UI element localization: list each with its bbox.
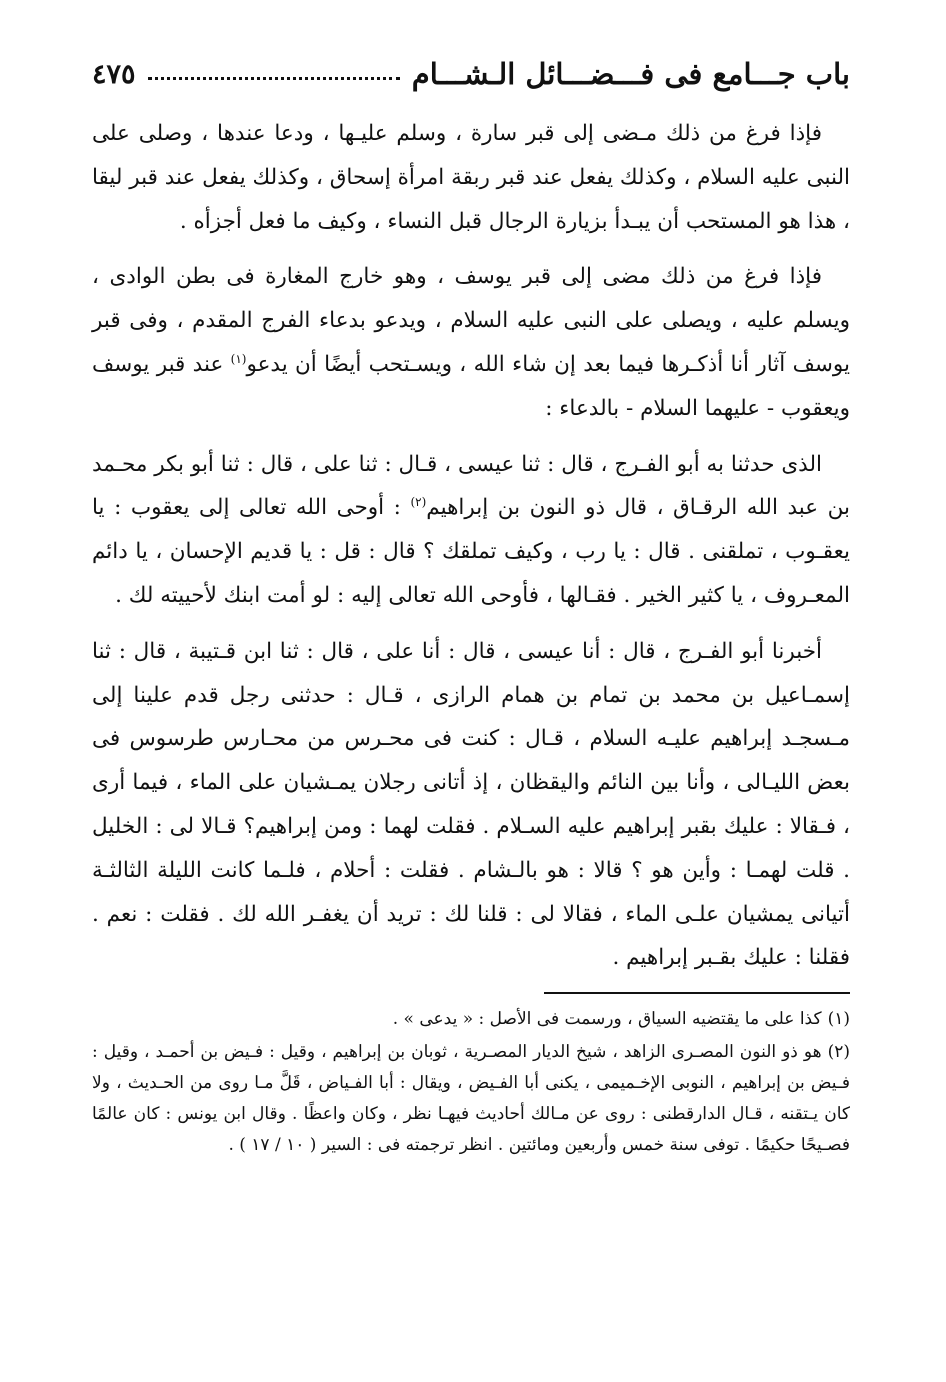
footnote-separator	[544, 992, 850, 994]
paragraph-text: : أوحى الله تعالى إلى يعقوب : يا يعقـوب ، تملقنى . قال : يا رب ، وكيف تملقك ؟ قال : قل : يا قديم الإحسان ، يا دائم المعـروف ، يا كثير الخير . فقـالها ، فأوحى الله تعالى إليه : لو أمت ابنك لأحييته لك .	[92, 495, 850, 608]
paragraph-4	[92, 630, 850, 980]
paragraph-3	[92, 443, 850, 618]
running-title: باب جـــامع فى فـــضـــائل الـشـــام	[411, 57, 850, 91]
footnote-ref-2[interactable]: (٢)	[410, 495, 427, 510]
footnote-2	[92, 1037, 850, 1161]
paragraph-1	[92, 112, 850, 243]
footnote-text: كذا على ما يقتضيه السياق ، ورسمت فى الأصل : « يدعى » .	[392, 1009, 822, 1030]
main-text	[92, 112, 850, 980]
footnote-ref-1[interactable]: (١)	[230, 351, 247, 366]
footnote-number: (٢)	[827, 1042, 850, 1063]
paragraph-text: عند قبر يوسف ويعقوب - عليهما السلام - بالدعاء :	[92, 351, 850, 421]
book-page	[92, 52, 850, 1163]
paragraph-2	[92, 255, 850, 430]
footnotes	[92, 1004, 850, 1161]
paragraph-text: فإذا فرغ من ذلك مضى إلى قبر يوسف ، وهو خارج المغارة فى بطن الوادى ، ويسلم عليه ، ويصلى على النبى عليه السلام ، ويدعو بدعاء الفرج المقدم ، وفى قبر يوسف آثار أنا أذكـرها فيما بعد إن شاء الله ، ويسـتحب أيضًا أن يدعو	[92, 264, 850, 377]
footnote-1	[92, 1004, 850, 1035]
paragraph-text: فإذا فرغ من ذلك مـضى إلى قبر سارة ، وسلم عليـها ، ودعا عندها ، وصلى على النبى عليه السلام ، وكذلك يفعل عند قبر ربقة امرأة إسحاق ، وكذلك يفعل عند قبر ليقا ، هذا هو المستحب أن يبـدأ بزيارة الرجال قبل النساء ، وكيف ما فعل أجزأه .	[91, 121, 850, 234]
page-number: ٤٧٥	[92, 58, 136, 90]
paragraph-text: أخبرنا أبو الفـرج ، قال : أنا عيسى ، قال : أنا على ، قال : ثنا ابن قـتيبة ، قال : ثنا إسمـاعيل بن محمد بن تمام بن همام الرازى ، قـال : حدثنى رجل قدم علينا إلى مـسجـد إبراهيم عليـه السلام ، قـال : كنت فى محـرس من محـارس طرسوس فى بعض الليـالى ، وأنا بين النائم واليقظان ، إذ أتانى رجلان يمـشيان على الماء ، فيما أرى ، فـقالا : عليك بقبر إبراهيم عليه السـلام . فقلت لهما : ومن إبراهيم؟ قـالا لى : الخليل . قلت لهمـا : وأين هو ؟ قالا : هو بالـشام . فقلت : أحلام ، فلـما كانت الليلة الثالثـة أتيانى يمشيان علـى الماء ، فقالا لى : قلنا لك : تريد أن يغفـر الله لك . فقلت : نعم . فقلنا : عليك بقـبر إبراهيم .	[92, 638, 850, 971]
page-header	[92, 52, 850, 96]
footnote-number: (١)	[827, 1009, 850, 1030]
footnote-text: هو ذو النون المصـرى الزاهد ، شيخ الديار المصـرية ، ثوبان بن إبراهيم ، وقيل : فـيض بن أحمـد ، وقيل : فـيض بن إبراهيم ، النوبى الإخـميمى ، يكنى أبا الفـيض ، ويقال : أبا الفـياض ، قَلَّ مـا روى من الحـديث ، ولا كان يـتقنه ، قـال الدارقطنى : روى عن مـالك أحاديث فيهـا نظر ، وكان واعظًا . وقال ابن يونس : كان عالمًا فصـيحًا حكيمًا . توفى سنة خمس وأربعين ومائتين . انظر ترجمته فى : السير ( ١٠ / ١٧ ) .	[92, 1042, 850, 1156]
paragraph-text: الذى حدثنا به أبو الفـرج ، قال : ثنا عيسى ، قـال : ثنا على ، قال : ثنا أبو بكر محـمد بن عبد الله الرقـاق ، قال ذو النون بن إبراهيم	[92, 451, 850, 521]
header-dotted-leader	[148, 77, 400, 80]
